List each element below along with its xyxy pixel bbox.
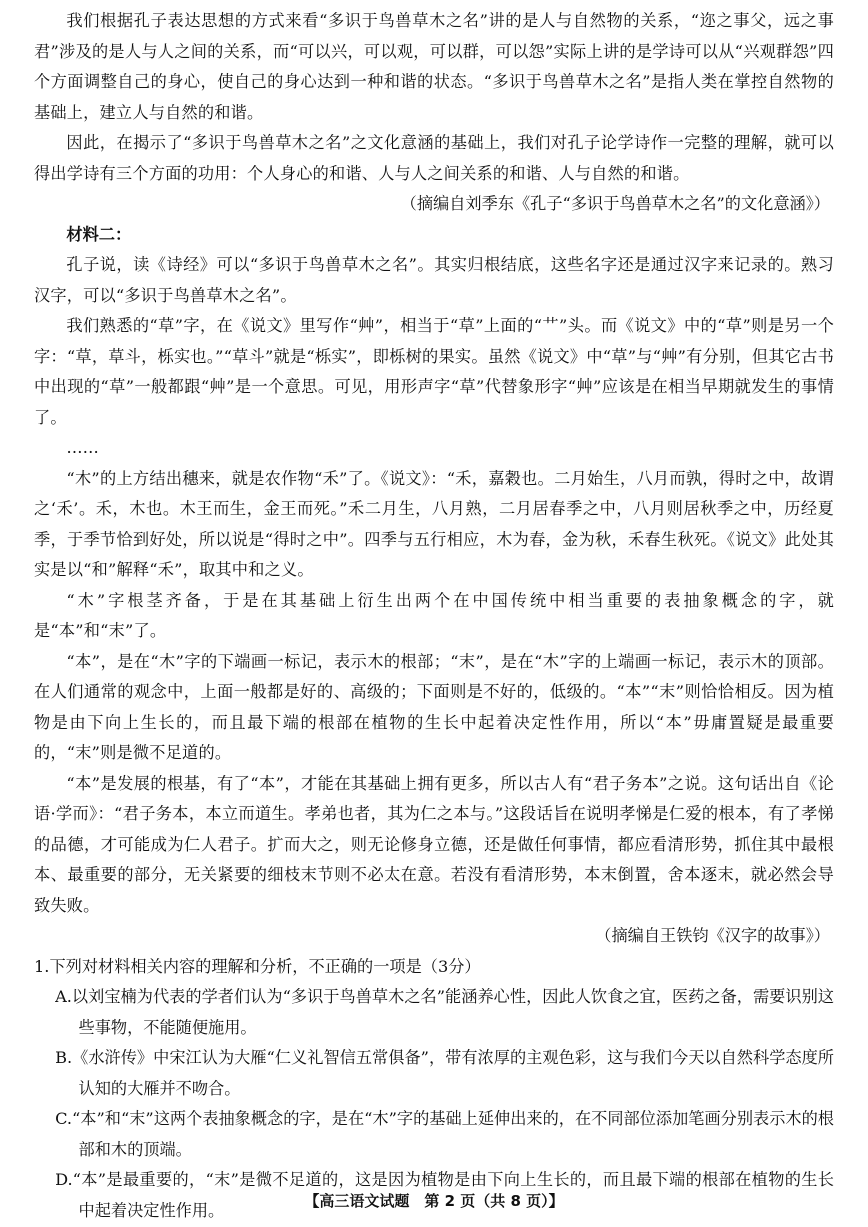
paragraph: “本”，是在“木”字的下端画一标记，表示木的根部；“末”，是在“木”字的上端画一标记，表示木的顶部。在人们通常的观念中，上面一般都是好的、高级的；下面则是不好的，低级的。“本”“末”则恰恰相反。因为植物是由下向上生长的，而且最下端的根部在植物的生长中起着决定性作用，所以“本”毋庸置疑是最重要的，“末”则是微不足道的。 [34,651,834,762]
paragraph: 因此，在揭示了“多识于鸟兽草木之名”之文化意涵的基础上，我们对孔子论学诗作一完整的理解，就可以得出学诗有三个方面的功用：个人身心的和谐、人与人之间关系的和谐、人与自然的和谐。 [34,133,834,183]
option-a: A.以刘宝楠为代表的学者们认为“多识于鸟兽草木之名”能涵养心性，因此人饮食之宜，医药之备，需要识别这些事物，不能随便施用。 [55,987,834,1037]
paragraph: 我们熟悉的“草”字，在《说文》里写作“艸”，相当于“草”上面的“艹”头。而《说文》中的“草”则是另一个字：“草，草斗，栎实也。”“草斗”就是“栎实”，即栎树的果实。虽然《说文》中“草”与“艸”有分别，但其它古书中出现的“草”一般都跟“艸”是一个意思。可见，用形声字“草”代替象形字“艸”应该是在相当早期就发生的事情了。 [34,316,834,427]
option-b: B.《水浒传》中宋江认为大雁“仁义礼智信五常俱备”，带有浓厚的主观色彩，这与我们今天以自然科学态度所认知的大雁并不吻合。 [55,1048,834,1098]
source-citation: （摘编自刘季东《孔子“多识于鸟兽草木之名”的文化意涵》） [400,194,830,213]
question-one [34,952,834,1227]
ellipsis: …… [66,438,99,457]
option-d: D.“本”是最重要的，“末”是微不足道的，这是因为植物是由下向上生长的，而且最下端的根部在植物的生长中起着决定性作用。 [55,1170,834,1220]
paragraph: “木”字根茎齐备，于是在其基础上衍生出两个在中国传统中相当重要的表抽象概念的字，就是“本”和“末”了。 [34,590,834,640]
material-one-section [34,6,834,220]
option-c: C.“本”和“末”这两个表抽象概念的字，是在“木”字的基础上延伸出来的，在不同部位添加笔画分别表示木的根部和木的顶端。 [55,1109,834,1159]
question-stem: 1.下列对材料相关内容的理解和分析，不正确的一项是（3分） [34,956,481,976]
material-two-section [34,220,834,952]
page-footer: 【高三语文试题 第 2 页（共 8 页）】 [304,1192,564,1210]
paragraph: “木”的上方结出穗来，就是农作物“禾”了。《说文》：“禾，嘉穀也。二月始生，八月而孰，得时之中，故谓之‘禾’。禾，木也。木王而生，金王而死。”禾二月生，八月熟，二月居春季之中，八月则居秋季之中，历经夏季，于季节恰到好处，所以说是“得时之中”。四季与五行相应，木为春，金为秋，禾春生秋死。《说文》此处其实是以“和”解释“禾”，取其中和之义。 [34,468,834,579]
paragraph: 我们根据孔子表达思想的方式来看“多识于鸟兽草木之名”讲的是人与自然物的关系，“迩之事父，远之事君”涉及的是人与人之间的关系，而“可以兴，可以观，可以群，可以怨”实际上讲的是学诗可以从“兴观群怨”四个方面调整自己的身心，使自己的身心达到一种和谐的状态。“多识于鸟兽草木之名”是指人类在掌控自然物的基础上，建立人与自然的和谐。 [34,11,834,122]
section-heading: 材料二： [66,224,132,244]
paragraph: “本”是发展的根基，有了“本”，才能在其基础上拥有更多，所以古人有“君子务本”之说。这句话出自《论语·学而》：“君子务本，本立而道生。孝弟也者，其为仁之本与。”这段话旨在说明孝悌是仁爱的根本，有了孝悌的品德，才可能成为仁人君子。扩而大之，则无论修身立德，还是做任何事情，都应看清形势，抓住其中最根本、最重要的部分，无关紧要的细枝末节则不必太在意。若没有看清形势，本末倒置，舍本逐末，就必然会导致失败。 [34,773,834,915]
source-citation: （摘编自王铁钧《汉字的故事》） [595,926,830,945]
paragraph: 孔子说，读《诗经》可以“多识于鸟兽草木之名”。其实归根结底，这些名字还是通过汉字来记录的。熟习汉字，可以“多识于鸟兽草木之名”。 [34,255,834,305]
